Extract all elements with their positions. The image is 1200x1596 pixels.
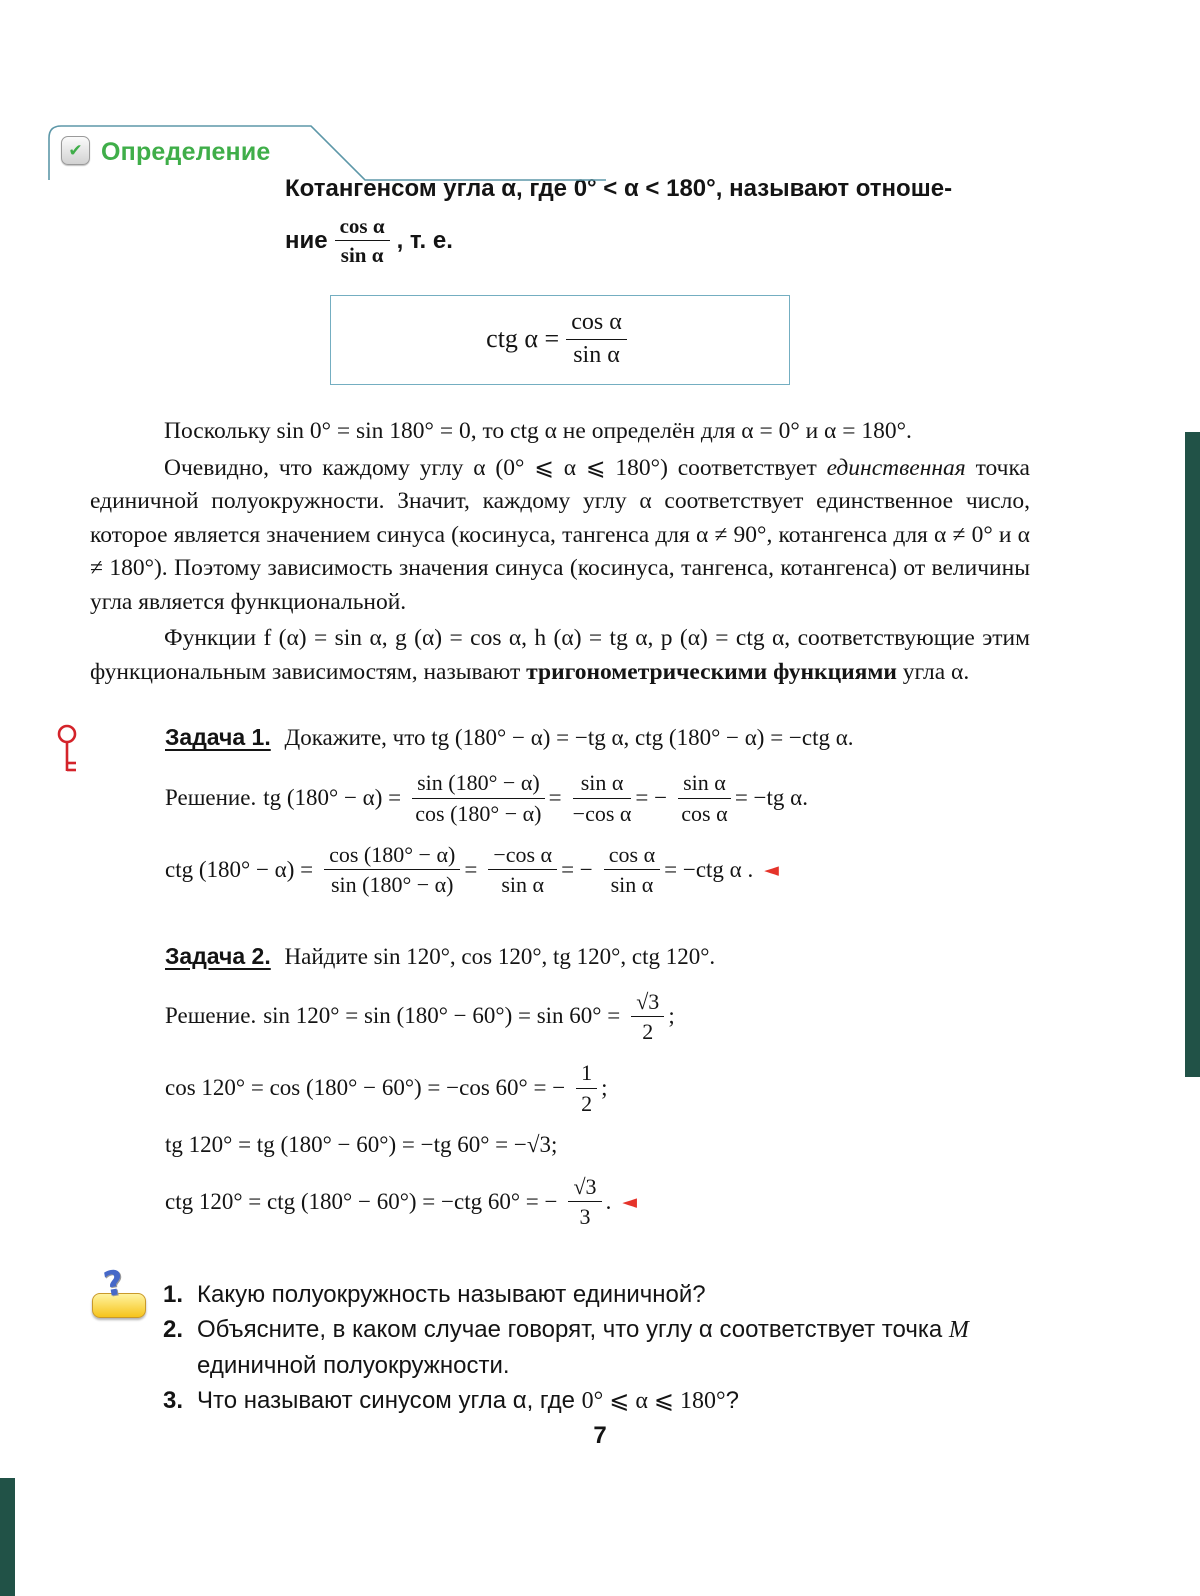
question-number: 2. bbox=[163, 1316, 184, 1344]
math-expression: 0° ⩽ α ⩽ 180° bbox=[581, 1388, 726, 1415]
task2-statement: Найдите sin 120°, cos 120°, tg 120°, ctg 120°. bbox=[284, 943, 716, 969]
fraction-numerator: cos α bbox=[604, 842, 660, 870]
fraction-denominator: sin (180° − α) bbox=[330, 872, 454, 898]
fraction-numerator: √3 bbox=[631, 989, 664, 1017]
end-of-solution-icon: ◄ bbox=[764, 858, 779, 881]
definition-label: Определение bbox=[101, 138, 271, 166]
task-2 bbox=[90, 940, 1030, 1230]
paragraph-text: точка единичной полуокружности. Значит, каждому углу α соответствует единственное число, которое является значением синуса (косинуса, тангенса для α ≠ 90°, котангенса для α ≠ 0° и α ≠ 180°). Поэтому зависимость значения синуса (косинуса, тангенса, котангенса) от величины угла является функциональной. bbox=[90, 454, 1030, 615]
task1-statement-line bbox=[165, 721, 1030, 754]
cotangent-formula-box bbox=[330, 295, 790, 385]
definition-text-line2 bbox=[285, 214, 1030, 267]
fraction-numerator: cos α bbox=[335, 214, 390, 241]
page-number: 7 bbox=[593, 1422, 607, 1449]
definition-header bbox=[48, 124, 648, 182]
fraction-numerator: −cos α bbox=[488, 842, 557, 870]
math-expression: sin 120° = sin (180° − 60°) = sin 60° = bbox=[263, 1003, 621, 1029]
fraction-numerator: √3 bbox=[568, 1174, 601, 1202]
task2-solution-line-4 bbox=[165, 1174, 1030, 1230]
key-icon bbox=[54, 723, 84, 777]
question-3 bbox=[163, 1383, 1030, 1419]
fraction bbox=[678, 770, 731, 826]
math-expression: ctg 120° = ctg (180° − 60°) = −ctg 60° = − bbox=[165, 1188, 558, 1214]
equals-sign: = bbox=[464, 856, 478, 882]
paragraph-unique-point bbox=[90, 452, 1030, 620]
question-text: Какую полуокружность называют единичной? bbox=[197, 1281, 706, 1309]
question-text-post: ? bbox=[725, 1387, 739, 1415]
equals-sign: = bbox=[548, 785, 562, 811]
paragraph-trig-functions bbox=[90, 622, 1030, 689]
fraction-denominator: sin α bbox=[501, 872, 545, 898]
left-edge-decoration-bar bbox=[0, 1478, 15, 1596]
fraction bbox=[324, 842, 460, 898]
math-symbol: M bbox=[948, 1317, 969, 1344]
right-edge-decoration-bar bbox=[1185, 432, 1200, 1077]
paragraph-text: угла α. bbox=[896, 658, 970, 685]
fraction-denominator: −cos α bbox=[572, 800, 632, 826]
math-segment: f (α) = sin α, g (α) = cos α, h (α) = tg α, p (α) = ctg α, bbox=[263, 625, 791, 652]
task2-statement-line bbox=[165, 940, 1030, 973]
question-2 bbox=[163, 1312, 1030, 1383]
task1-solution-line-1 bbox=[165, 770, 1030, 826]
fraction-numerator: sin α bbox=[573, 770, 632, 798]
question-text bbox=[197, 1312, 1030, 1383]
definition-badge-icon bbox=[61, 136, 90, 165]
definition-line2-pre: ние bbox=[285, 226, 328, 254]
math-tail: ; bbox=[601, 1075, 608, 1101]
math-lhs: tg (180° − α) = bbox=[263, 785, 402, 811]
task1-statement: Докажите, что tg (180° − α) = −tg α, ctg (180° − α) = −ctg α. bbox=[284, 725, 854, 751]
definition-line2-post: , т. е. bbox=[396, 226, 453, 254]
fraction-denominator: sin α bbox=[610, 872, 654, 898]
fraction-denominator: cos (180° − α) bbox=[415, 800, 542, 826]
question-text-post: единичной полуокружности. bbox=[197, 1352, 510, 1380]
task1-solution-line-2 bbox=[165, 842, 1030, 898]
equals-minus: = − bbox=[635, 785, 668, 811]
math-result: = −ctg α . bbox=[664, 856, 754, 882]
solution-label: Решение. bbox=[165, 785, 257, 811]
task-1 bbox=[90, 721, 1030, 897]
fraction bbox=[604, 842, 660, 898]
question-text bbox=[197, 1383, 1030, 1419]
fraction-numerator: cos α bbox=[566, 309, 627, 340]
question-number: 3. bbox=[163, 1387, 184, 1415]
task2-solution-line-1 bbox=[165, 989, 1030, 1045]
fraction bbox=[568, 1174, 601, 1230]
emphasized-word: единственная bbox=[826, 454, 966, 481]
end-of-solution-icon: ◄ bbox=[622, 1190, 637, 1213]
question-block-icon bbox=[92, 1263, 150, 1327]
paragraph-text: Поскольку sin 0° = sin 180° = 0, то ctg α не определён для α = 0° и α = 180°. bbox=[164, 418, 912, 445]
definition-text-line1: Котангенсом угла α, где 0° < α < 180°, называют отноше- bbox=[285, 175, 953, 202]
checkmark-icon: ✔ bbox=[68, 140, 83, 161]
question-number: 1. bbox=[163, 1281, 184, 1309]
questions-section bbox=[90, 1263, 1030, 1419]
paragraph-text: Очевидно, что каждому углу α (0° ⩽ α ⩽ 180°) соответствует bbox=[164, 454, 827, 481]
math-tail: ; bbox=[668, 1003, 675, 1029]
task2-solution-line-2 bbox=[165, 1060, 1030, 1116]
bold-term: тригонометрическими функциями bbox=[526, 658, 897, 685]
fraction-numerator: sin (180° − α) bbox=[412, 770, 545, 798]
math-tail: . bbox=[605, 1188, 612, 1214]
definition-text bbox=[285, 172, 1030, 267]
question-text-pre: Объясните, в каком случае говорят, что углу α соответствует точка bbox=[197, 1316, 949, 1344]
fraction-denominator: 3 bbox=[579, 1204, 591, 1230]
paragraph-text: Функции bbox=[164, 625, 264, 652]
paragraph-text: соответствующие этим функциональным зависимостям, называют bbox=[90, 625, 1030, 685]
math-lhs: ctg (180° − α) = bbox=[165, 856, 314, 882]
question-text-pre: Что называют синусом угла α, где bbox=[197, 1387, 582, 1415]
math-expression: cos 120° = cos (180° − 60°) = −cos 60° = − bbox=[165, 1075, 566, 1101]
formula-lhs: ctg α = bbox=[486, 324, 560, 354]
math-expression: tg 120° = tg (180° − 60°) = −tg 60° = −√3; bbox=[165, 1131, 558, 1157]
fraction-cos-sin bbox=[335, 214, 390, 267]
fraction bbox=[631, 989, 664, 1045]
equals-minus: = − bbox=[561, 856, 593, 882]
fraction bbox=[573, 770, 632, 826]
paragraph-since-sin-zero bbox=[90, 415, 1030, 449]
fraction-denominator: sin α bbox=[573, 341, 620, 368]
fraction bbox=[412, 770, 545, 826]
fraction-denominator: 2 bbox=[581, 1090, 593, 1116]
task1-label: Задача 1. bbox=[165, 724, 271, 751]
fraction-denominator: cos α bbox=[681, 800, 728, 826]
question-1 bbox=[163, 1277, 1030, 1312]
fraction-denominator: sin α bbox=[340, 243, 384, 268]
question-mark-icon: ? bbox=[100, 1263, 127, 1306]
fraction-numerator: sin α bbox=[678, 770, 731, 798]
fraction-cos-sin bbox=[566, 309, 627, 369]
fraction-numerator: cos (180° − α) bbox=[324, 842, 460, 870]
math-result: = −tg α. bbox=[734, 785, 808, 811]
task2-label: Задача 2. bbox=[165, 942, 271, 969]
fraction bbox=[488, 842, 557, 898]
task2-solution-line-3 bbox=[165, 1132, 1030, 1158]
fraction-denominator: 2 bbox=[642, 1018, 654, 1044]
fraction-numerator: 1 bbox=[576, 1060, 597, 1088]
solution-label: Решение. bbox=[165, 1003, 257, 1029]
fraction bbox=[576, 1060, 597, 1116]
